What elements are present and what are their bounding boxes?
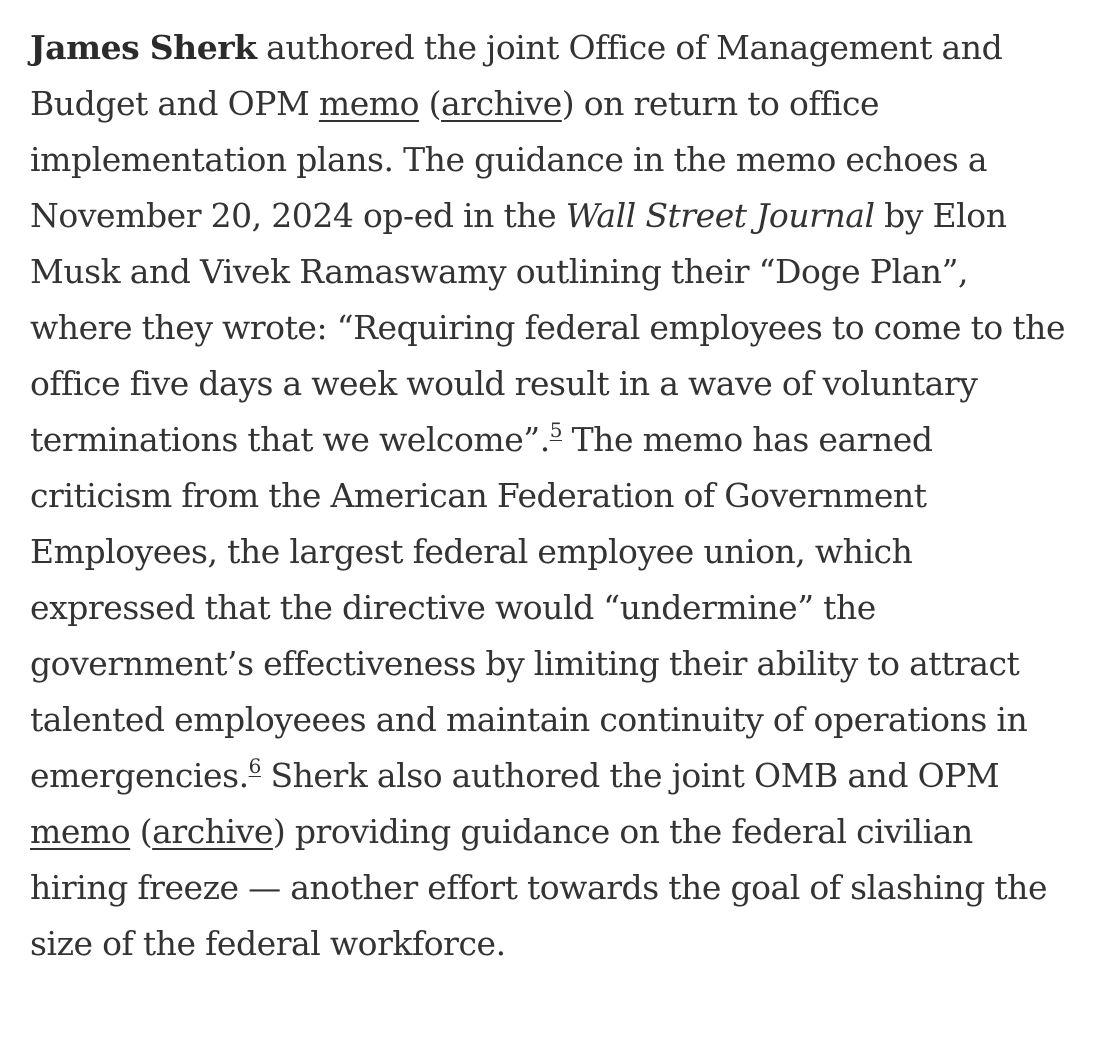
text-segment: ) on return to office implementation plans. The guidance in the memo echoes a November 20, 2024 op-ed in the (30, 84, 988, 235)
text-segment: Sherk also authored the joint OMB and OPM (260, 756, 1000, 795)
memo-link-2[interactable]: memo (30, 812, 131, 851)
archive-link-2[interactable]: archive (152, 812, 273, 851)
footnote-5-link[interactable]: 5 (549, 418, 563, 442)
text-segment: authored the joint Office of Management and Budget and OPM (30, 28, 1003, 123)
footnote-6-link[interactable]: 6 (248, 754, 261, 778)
person-name: James Sherk (30, 28, 257, 67)
text-segment: by Elon Musk and Vivek Ramaswamy outlining their “Doge Plan”, where they wrote: “Requiring federal employees to come to the office five days a week would result in a wave of voluntary terminations that we welcome”. (30, 196, 1066, 459)
text-segment: ( (419, 84, 442, 123)
footnote-ref-5 (550, 418, 562, 442)
memo-link[interactable]: memo (318, 84, 420, 123)
footnote-ref-6 (249, 754, 261, 778)
archive-link[interactable]: archive (441, 84, 562, 123)
paragraph (30, 20, 1066, 972)
text-segment: The memo has earned criticism from the American Federation of Government Employees, the largest federal employee union, which expressed that the directive would “undermine” the government’s effectiveness by limiting their ability to attract talented employeees and maintain continuity of operations in emergencies. (30, 420, 1028, 795)
publication-name: Wall Street Journal (565, 196, 875, 235)
text-segment: ( (130, 812, 153, 851)
text-segment: ) providing guidance on the federal civilian hiring freeze — another effort towards the goal of slashing the size of the federal workforce. (30, 812, 1048, 963)
